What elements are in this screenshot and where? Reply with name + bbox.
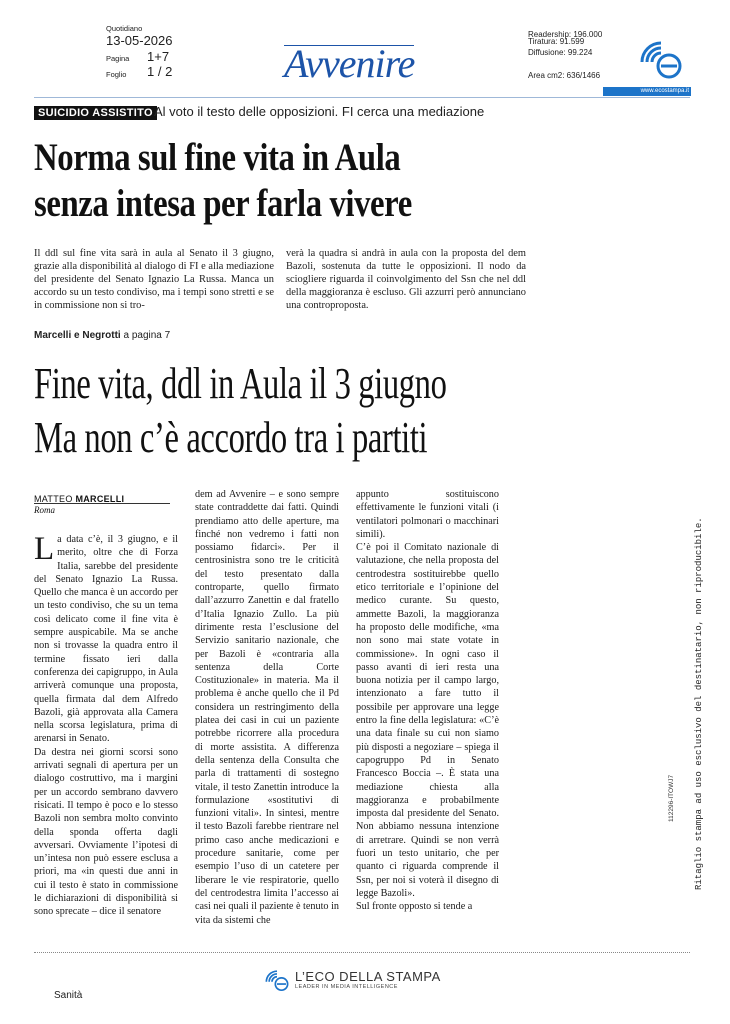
article-headline bbox=[34, 357, 552, 465]
front-headline-line-1: Norma sul fine vita in Aula bbox=[34, 136, 401, 179]
tiratura: Tiratura: 91.599 bbox=[528, 37, 585, 46]
page-reference bbox=[34, 330, 170, 341]
article-headline-line-1: Fine vita, ddl in Aula il 3 giugno bbox=[34, 359, 447, 408]
footer-brand: L’ECO DELLA STAMPA bbox=[295, 968, 441, 984]
drop-cap: L bbox=[34, 531, 55, 567]
front-headline-line-2: senza intesa per farla vivere bbox=[34, 182, 412, 225]
author-first: MATTEO bbox=[34, 494, 76, 504]
date: 13-05-2026 bbox=[106, 33, 173, 48]
tag-line: Al voto il testo delle opposizioni. FI cerca una mediazione bbox=[154, 104, 485, 119]
article-headline-line-2: Ma non c’è accordo tra i partiti bbox=[34, 413, 428, 462]
section-label: Sanità bbox=[54, 990, 83, 1001]
article-column-1 bbox=[34, 533, 178, 919]
author-last: MARCELLI bbox=[75, 494, 125, 504]
summary-right: verà la quadra si andrà in aula con la proposta del dem Bazoli, sostenuta da tutte le opposizioni. Il nodo da sciogliere riguarda il coinvolgimento del Ssn che nel ddl della maggioranza è escluso. Gli azzurri però annunciano una controproposta. bbox=[286, 248, 526, 311]
column-1-text: a data c’è, il 3 giugno, e il merito, oltre che di Forza Italia, sarebbe del presidente del Senato Ignazio La Russa. Quello che manca è un accordo per un testo condiviso, che su un tema così delicato come il fine vita è sempre auspicabile. Ma se anche non si trovasse la quadra entro il termine fissato ieri dalla conferenza dei capigruppo, in Aula arriverà comunque una proposta, quella firmata dal dem Alfredo Bazoli, già approvata alla Camera nella scorsa legislatura, prima di arenarsi in Senato. Da destra nei giorni scorsi sono arrivati segnali di apertura per un dialogo costruttivo, ma i margini per un accordo sembrano davvero risicati. Il tempo è poco e lo stesso Bazoli non sembra molto convinto della sponda offerta dagli avversari. Ovviamente l’ipotesi di un’intesa non può essere esclusa a priori, ma «in questi due anni in cui il testo è stato in commissione le dichiarazioni di disponibilità si sono sprecate – dice il senatore bbox=[34, 534, 178, 918]
eco-logo-icon bbox=[263, 965, 291, 993]
quotidiano-label: Quotidiano bbox=[106, 24, 143, 33]
dateline: Roma bbox=[34, 505, 55, 515]
footer-divider bbox=[34, 952, 690, 953]
summary-left: Il ddl sul fine vita sarà in aula al Senato il 3 giugno, grazie alla disponibilità al dialogo di FI e alla mediazione del presidente del Senato Ignazio La Russa. Manca un accordo su un testo condiviso, ma i tempi sono stretti e se in commissione non si tro- bbox=[34, 248, 274, 311]
area-cm2: Area cm2: 636/1466 bbox=[528, 71, 601, 80]
footer-tagline: LEADER IN MEDIA INTELLIGENCE bbox=[295, 983, 398, 990]
clipping-code: 112296-ITOWJ7 bbox=[668, 774, 675, 822]
front-headline bbox=[34, 135, 504, 227]
front-authors: Marcelli e Negrotti bbox=[34, 330, 121, 341]
article-column-3: appunto sostituiscono effettivamente le funzioni vitali (i ventilatori polmonari o macchinari simili). C’è poi il Comitato nazionale di valutazione, che nella proposta del centrodestra sostituirebbe quello etico territoriale e l’opinione del medico curante. Su questo, ammette Bazoli, la maggioranza ha proposto delle modifiche, «ma non sono mai state votate in commissione». In ogni caso il passo avanti di ieri resta una buona notizia per il campo largo, intenzionato a fare tutto il possibile per approvare una legge entro la fine della legislatura: «C’è una data finale su cui non siamo più disposti a negoziare – spiega il capogruppo Pd in Senato Francesco Boccia –. È stata una mediazione chiesta alla maggioranza e probabilmente imposta dal presidente del Senato. Non abbiamo nessuna intenzione di arretrare. Quindi se non verrà fuori un testo unitario, che per quanto ci riguarda comprende il Ssn, per noi si voterà il disegno di legge Bazoli». Sul fronte opposto si tende a bbox=[356, 489, 499, 913]
pagina-value: 1+7 bbox=[147, 49, 170, 64]
pagina-label: Pagina bbox=[106, 54, 130, 63]
copyright-note: Ritaglio stampa ad uso esclusivo del destinatario, non riproducibile. bbox=[694, 517, 704, 890]
article-column-2: dem ad Avvenire – e sono sempre state contraddette dai fatti. Quindi prendiamo atto delle aperture, ma finché non vedremo i fatti non possiamo fidarci». Per il centrosinistra sono tre le criticità del testo presentato dalla controparte, quello firmato dall’azzurro Zanettin e dal fratello d’Italia Ignazio Zullo. La più dirimente resta l’esclusione del Servizio sanitario nazionale, che per Bazoli è «contraria alla sentenza della Corte Costituzionale» in materia. Ma il problema è anche quello che il Pd considera un restringimento della platea dei casi in cui un paziente potrebbe ricorrere alla procedura di morte assistita. A differenza della sentenza della Consulta che parla di trattamenti di sostegno vitale, il testo Zanettin introduce la formulazione «sostitutivi di funzioni vitali». In sintesi, mentre il testo Bazoli farebbe rientrare nel primo caso anche medicazioni e procedure sanitarie, come per esempio l’uso di un catetere per liberare le vie respiratorie, quello del centrodestra limita l’accesso ai casi nei quali il paziente è tenuto in vita da sistemi che bbox=[195, 489, 342, 926]
page-ref-text: a pagina 7 bbox=[120, 330, 171, 341]
eco-della-stampa-logo bbox=[263, 965, 441, 993]
avvenire-logo bbox=[284, 40, 414, 87]
readership: Readership: 196.000 bbox=[528, 30, 603, 39]
masthead-name: Avvenire bbox=[284, 41, 415, 86]
diffusione: Diffusione: 99.224 bbox=[528, 48, 593, 57]
header-divider bbox=[34, 97, 690, 98]
section-tag: SUICIDIO ASSISTITO bbox=[34, 106, 157, 120]
eco-stampa-icon bbox=[636, 32, 686, 82]
author-divider bbox=[34, 503, 170, 504]
eco-url[interactable]: www.ecostampa.it bbox=[603, 87, 691, 96]
foglio-label: Foglio bbox=[106, 70, 127, 79]
foglio-value: 1 / 2 bbox=[147, 64, 173, 79]
